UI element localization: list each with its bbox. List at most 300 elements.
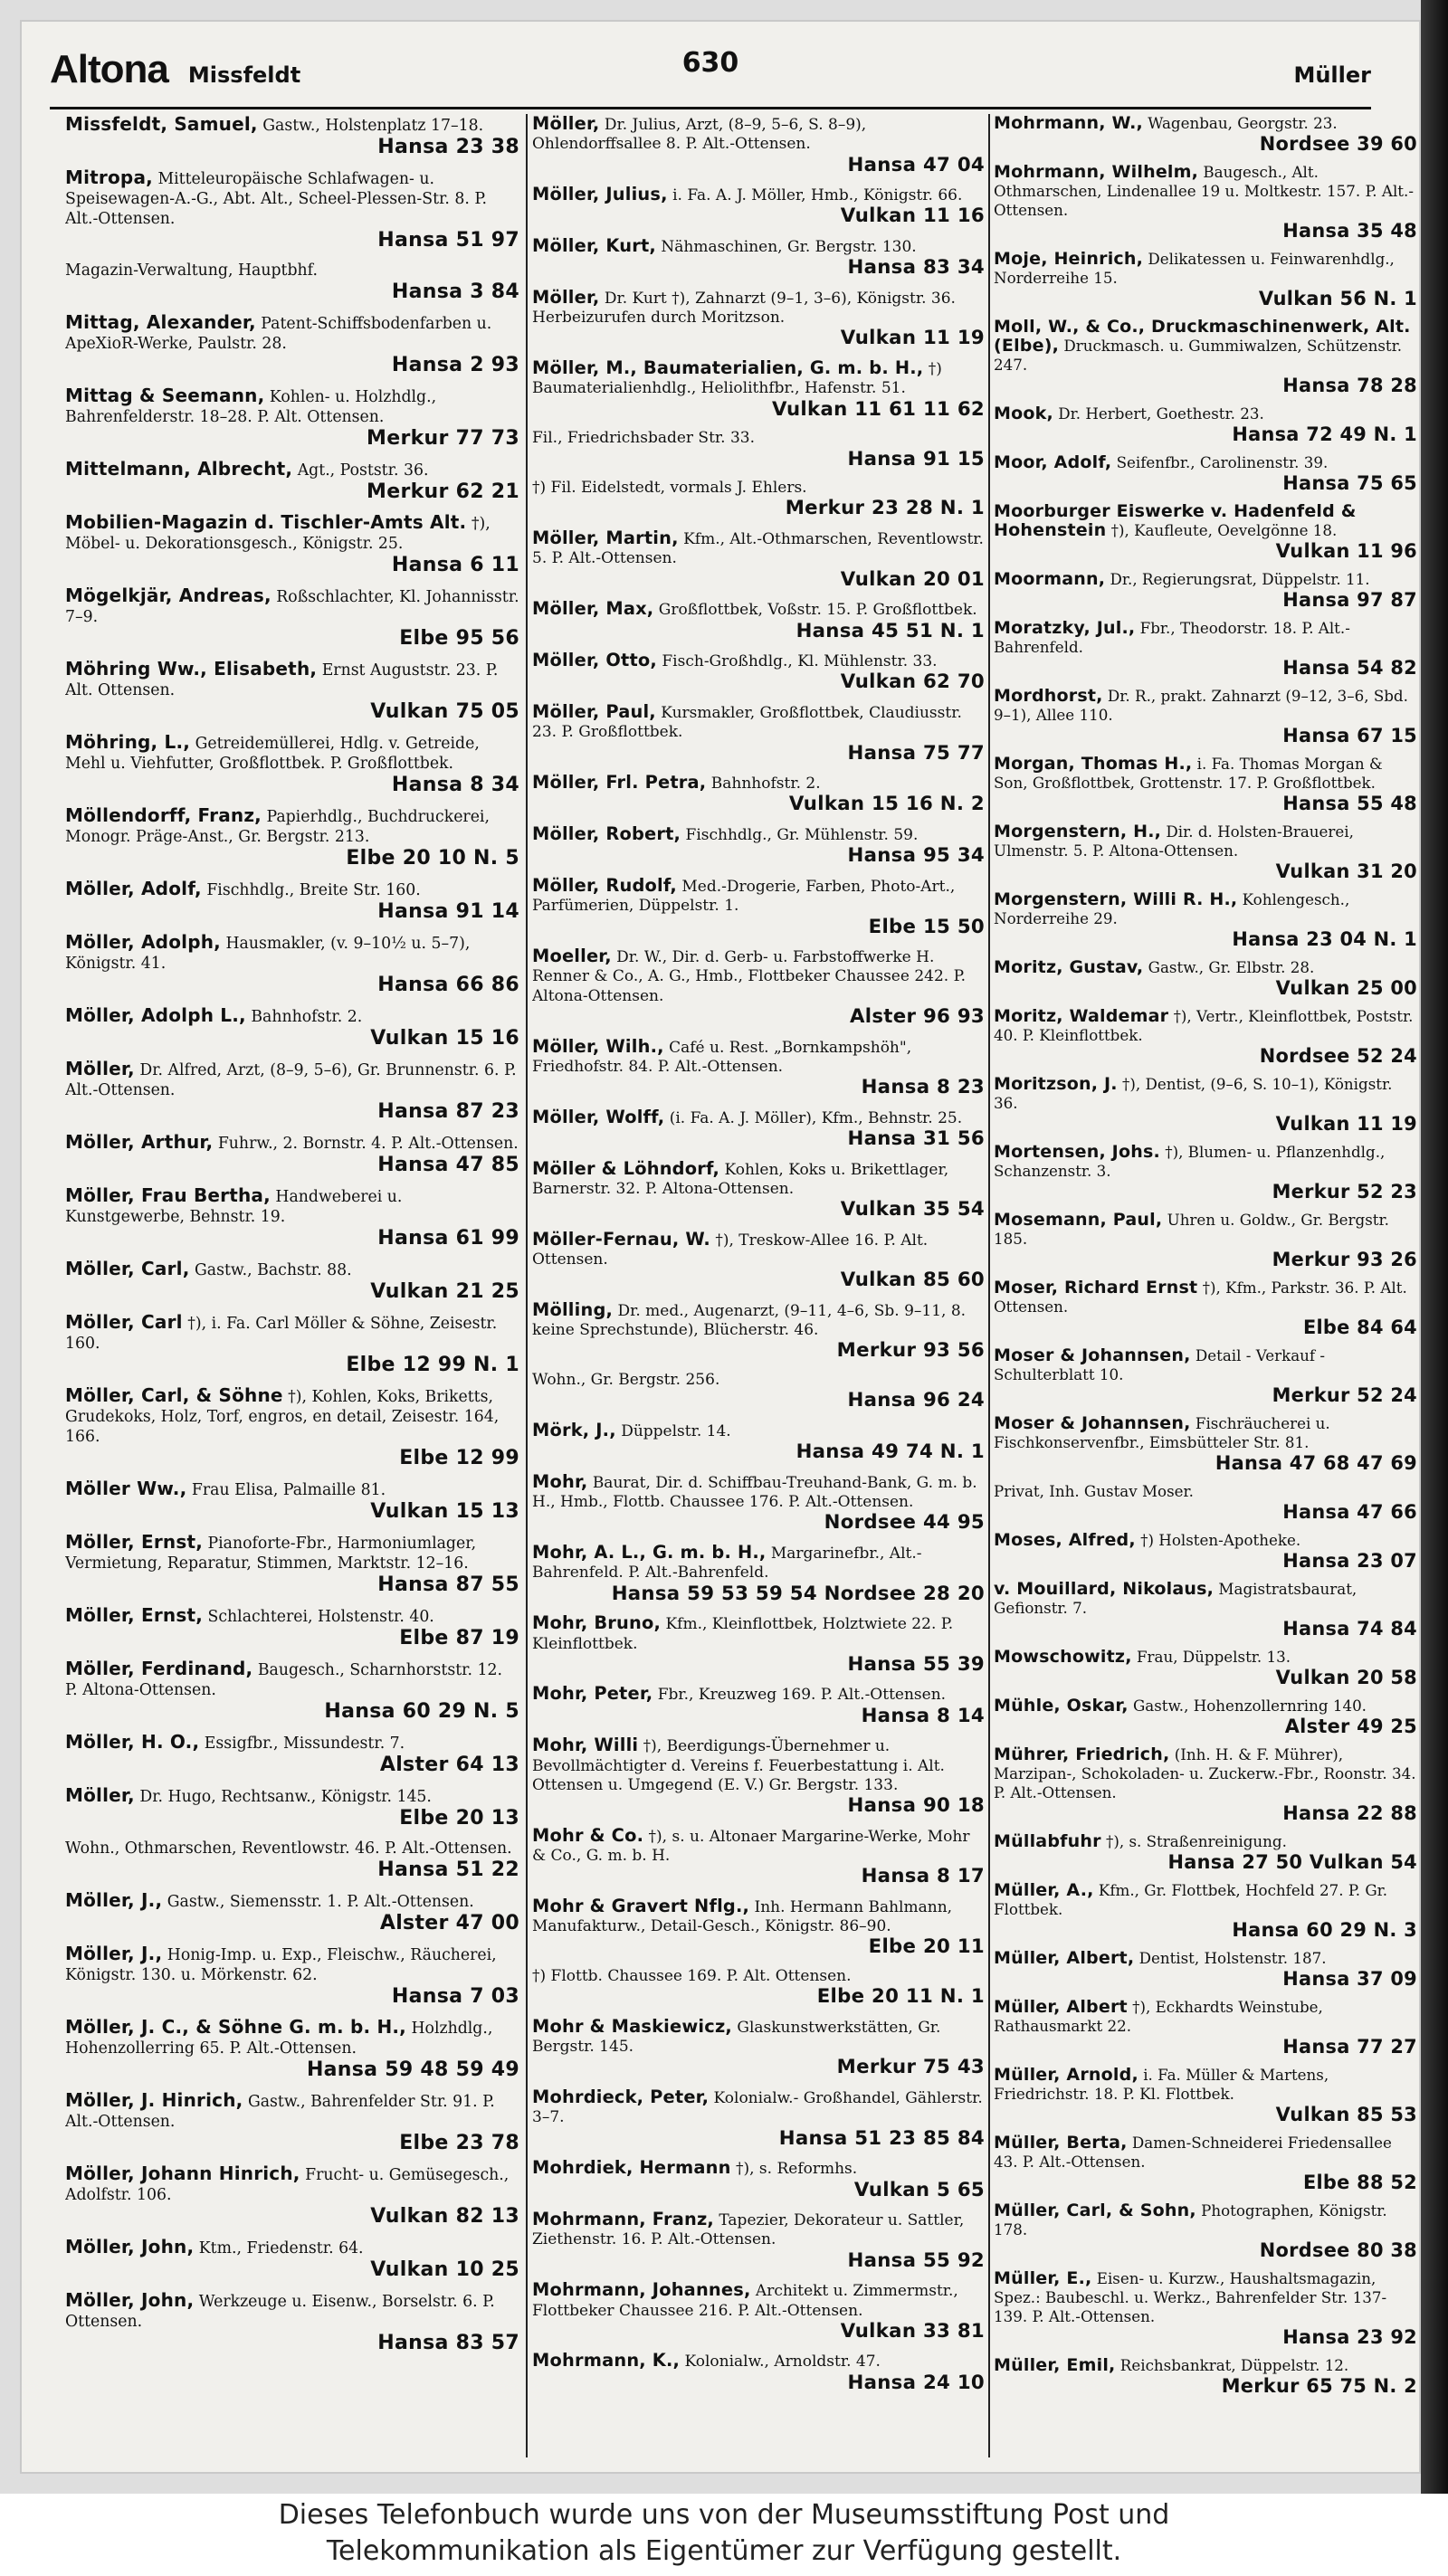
entry-name: Möller, Robert, — [532, 823, 681, 845]
entry-details: †), Möbel- u. Dekorationsgesch., Königstr. 25. — [65, 515, 491, 553]
entry-name: Möller, — [65, 1058, 135, 1079]
entry-details: Kolonialw., Arnoldstr. 47. — [684, 2353, 881, 2372]
entry-name: Moser & Johannsen, — [994, 1412, 1191, 1433]
entry-name: Möller, Carl, & Söhne — [65, 1384, 283, 1406]
entry-details: Bahnhofstr. 2. — [251, 1008, 363, 1026]
directory-entry — [532, 2017, 985, 2079]
entry-name: Möller, Frau Bertha, — [65, 1184, 271, 1206]
entry-phone: Hansa 67 15 — [1282, 724, 1417, 746]
entry-details: Margarinefbr., Alt.-Bahrenfeld. P. Alt.-Bahrenfeld. — [532, 1545, 922, 1583]
directory-entry — [65, 1944, 519, 2009]
entry-details: Getreidemüllerei, Hdlg. v. Getreide, Mehl u. Viehfutter, Großflottbek. P. Großflottbek. — [65, 735, 480, 773]
entry-phone: Vulkan 21 25 — [370, 1280, 519, 1303]
directory-entry — [994, 1278, 1417, 1338]
directory-column-2 — [532, 114, 985, 2457]
entry-details: Hausmakler, (v. 9–10½ u. 5–7), Königstr. 41. — [65, 935, 471, 973]
archive-notice-line-1: Dieses Telefonbuch wurde uns von der Museumsstiftung Post und — [278, 2499, 1170, 2531]
entry-name: Mohr, Willi — [532, 1735, 639, 1756]
directory-entry — [532, 876, 985, 938]
entry-phone: Vulkan 56 N. 1 — [1258, 287, 1417, 309]
entry-name: Möller, Paul, — [532, 701, 656, 723]
entry-details: Fisch-Großhdlg., Kl. Mühlenstr. 33. — [662, 652, 938, 671]
entry-name: Mortensen, Johs. — [994, 1141, 1160, 1162]
entry-phone: Hansa 75 77 — [847, 741, 985, 765]
entry-details: Papierhdlg., Buchdruckerei, Monogr. Präge-Anst., Gr. Bergstr. 213. — [65, 808, 490, 846]
entry-details: †), Kohlen, Koks, Briketts, Grudekoks, Holz, Torf, engros, en detail, Zeisestr. 164, 166. — [65, 1388, 500, 1446]
directory-entry — [994, 1143, 1417, 1202]
entry-phone: Vulkan 62 70 — [840, 670, 985, 694]
directory-entry — [532, 1421, 985, 1464]
entry-details: †), s. u. Altonaer Margarine-Werke, Mohr & Co., G. m. b. H. — [532, 1827, 970, 1865]
entry-name: Mowschowitz, — [994, 1646, 1132, 1667]
directory-column-3 — [994, 114, 1417, 2457]
directory-entry — [994, 250, 1417, 309]
entry-phone: Vulkan 5 65 — [853, 2178, 985, 2201]
entry-name: Möller, Max, — [532, 598, 654, 620]
entry-phone: Hansa 74 84 — [1282, 1617, 1417, 1640]
entry-name: Mohrmann, W., — [994, 114, 1143, 133]
entry-phone: Hansa 59 53 59 54 Nordsee 28 20 — [611, 1582, 985, 1605]
entry-phone: Vulkan 85 60 — [840, 1269, 985, 1292]
directory-entry — [65, 1839, 519, 1882]
entry-name: Mordhorst, — [994, 685, 1103, 706]
entry-details: Gastw., Gr. Elbstr. 28. — [1148, 957, 1315, 976]
directory-entry — [65, 2290, 519, 2355]
directory-entry — [65, 732, 519, 797]
entry-name: Moor, Adolf, — [994, 452, 1112, 472]
entry-phone: Vulkan 15 16 — [370, 1027, 519, 1050]
entry-details: Tapezier, Dekorateur u. Sattler, Ziethenstr. 16. P. Alt.-Ottensen. — [532, 2211, 965, 2249]
entry-phone: Vulkan 10 25 — [370, 2258, 519, 2281]
directory-entry — [65, 1385, 519, 1470]
entry-phone: Hansa 95 34 — [847, 844, 985, 868]
entry-phone: Merkur 93 26 — [1272, 1248, 1417, 1270]
directory-entry — [65, 385, 519, 451]
entry-details: †), Eckhardts Weinstube, Rathausmarkt 22. — [994, 1998, 1323, 2035]
entry-phone: Hansa 47 66 — [1282, 1500, 1417, 1523]
directory-entry — [65, 512, 519, 577]
entry-phone: Elbe 23 78 — [399, 2132, 519, 2154]
directory-entry — [532, 2210, 985, 2272]
entry-name: Möller, — [65, 1784, 135, 1806]
directory-entry — [532, 946, 985, 1028]
entry-details: Fischhdlg., Gr. Mühlenstr. 59. — [685, 826, 919, 845]
entry-phone: Vulkan 33 81 — [840, 2319, 985, 2343]
entry-details: Glaskunstwerkstätten, Gr. Bergstr. 145. — [532, 2018, 941, 2057]
directory-entry — [532, 1967, 985, 2009]
entry-name: Möller, — [532, 114, 600, 134]
entry-name: Möller Ww., — [65, 1478, 187, 1499]
entry-details: Detail - Verkauf - Schulterblatt 10. — [994, 1345, 1326, 1383]
entry-details: i. Fa. A. J. Möller, Hmb., Königstr. 66. — [672, 186, 963, 205]
entry-phone: Hansa 61 99 — [377, 1227, 519, 1250]
entry-phone: Hansa 6 11 — [391, 554, 519, 576]
entry-name: Mook, — [994, 403, 1053, 423]
entry-name: Moormann, — [994, 568, 1106, 589]
binding-edge — [1421, 0, 1448, 2494]
entry-phone: Alster 64 13 — [379, 1754, 519, 1776]
entry-phone: Elbe 88 52 — [1302, 2171, 1417, 2193]
entry-phone: Hansa 8 23 — [861, 1076, 985, 1099]
entry-details: Gastw., Bachstr. 88. — [195, 1261, 352, 1279]
directory-entry — [532, 702, 985, 765]
entry-phone: Hansa 35 48 — [1282, 219, 1417, 242]
entry-phone: Hansa 55 39 — [847, 1652, 985, 1676]
directory-entry — [994, 1346, 1417, 1406]
entry-name: Mittelmann, Albrecht, — [65, 458, 293, 480]
entry-phone: Hansa 23 07 — [1282, 1549, 1417, 1572]
entry-details: †), Dentist, (9–6, S. 10–1), Königstr. 36. — [994, 1074, 1393, 1112]
entry-details: †), Kaufleute, Oevelgönne 18. — [1110, 520, 1338, 539]
entry-name: Möller, Otto, — [532, 650, 657, 671]
directory-entry — [65, 2163, 519, 2229]
directory-entry — [532, 1826, 985, 1888]
directory-entry — [65, 261, 519, 304]
entry-details: Handweberei u. Kunstgewerbe, Behnstr. 19. — [65, 1188, 403, 1226]
entry-phone: Elbe 12 99 — [399, 1447, 519, 1469]
entry-details: Wagenbau, Georgstr. 23. — [1148, 114, 1338, 132]
entry-details: †), Beerdigungs-Übernehmer u. Bevollmächtigter d. Vereins f. Feuerbestattung i. Alt. Ottensen u. Umgegend (E. V.) Gr. Bergstr. 133. — [532, 1737, 945, 1794]
entry-details: †), Kfm., Parkstr. 36. P. Alt. Ottensen. — [994, 1278, 1407, 1316]
entry-phone: Vulkan 11 16 — [840, 204, 985, 228]
entry-name: Möhring Ww., Elisabeth, — [65, 658, 318, 680]
entry-details: Kohlen, Koks u. Brikettlager, Barnerstr. 32. P. Altona-Ottensen. — [532, 1160, 949, 1198]
entry-name: Möller, Ferdinand, — [65, 1658, 253, 1679]
directory-entry — [532, 1613, 985, 1676]
entry-details: Ktm., Friedenstr. 64. — [198, 2239, 364, 2258]
entry-phone: Merkur 65 75 N. 2 — [1221, 2374, 1417, 2397]
entry-phone: Hansa 90 18 — [847, 1794, 985, 1818]
entry-phone: Hansa 22 88 — [1282, 1801, 1417, 1824]
entry-name: Moritz, Waldemar — [994, 1005, 1169, 1026]
entry-details: Großflottbek, Voßstr. 15. P. Großflottbek. — [658, 601, 977, 620]
entry-name: Möllendorff, Franz, — [65, 804, 262, 826]
directory-entry — [65, 1532, 519, 1597]
entry-details: Dr. W., Dir. d. Gerb- u. Farbstoffwerke H. Renner & Co., A. G., Hmb., Flottbeker Chaussee 242. P. Altona-Ottensen. — [532, 948, 966, 1005]
entry-details: Ernst Auguststr. 23. P. Alt. Ottensen. — [65, 661, 499, 699]
directory-entry — [532, 824, 985, 868]
entry-phone: Vulkan 15 13 — [370, 1500, 519, 1523]
directory-entry — [994, 1482, 1417, 1523]
entry-name: Morgan, Thomas H., — [994, 753, 1193, 774]
entry-phone: Hansa 31 56 — [847, 1127, 985, 1150]
directory-entry — [532, 114, 985, 176]
directory-entry — [994, 2134, 1417, 2193]
entry-details: Bahnhofstr. 2. — [710, 775, 821, 794]
entry-details: Patent-Schiffsbodenfarben u. ApeXioR-Werke, Paulstr. 28. — [65, 315, 492, 353]
entry-name: Möller, Wolff, — [532, 1106, 665, 1127]
directory-entry — [65, 879, 519, 924]
directory-entry — [532, 185, 985, 228]
entry-phone: Vulkan 75 05 — [370, 700, 519, 723]
entry-phone: Hansa 23 92 — [1282, 2325, 1417, 2348]
entry-details: †), s. Reformhs. — [735, 2160, 858, 2179]
directory-entry — [994, 1832, 1417, 1873]
entry-name: Mörk, J., — [532, 1420, 616, 1441]
entry-phone: Vulkan 15 16 N. 2 — [788, 793, 985, 816]
directory-entry — [994, 1211, 1417, 1270]
directory-entry — [532, 1735, 985, 1817]
directory-entry — [65, 167, 519, 252]
directory-entry — [65, 1478, 519, 1524]
entry-details: Gastw., Siemensstr. 1. P. Alt.-Ottensen. — [167, 1893, 474, 1911]
entry-name: Moeller, — [532, 946, 612, 967]
entry-name: Möller & Löhndorf, — [532, 1157, 720, 1179]
entry-name: Müller, Emil, — [994, 2354, 1116, 2375]
directory-entry — [65, 1890, 519, 1935]
entry-name: Möller, H. O., — [65, 1731, 200, 1753]
entry-details: †), s. Straßenreinigung. — [1105, 1831, 1287, 1850]
entry-phone: Hansa 66 86 — [377, 974, 519, 996]
entry-name: Möller, J., — [65, 1943, 163, 1964]
entry-name: Mitropa, — [65, 166, 153, 188]
entry-name: Moorburger Eiswerke v. Hadenfeld & Hohenstein — [994, 500, 1357, 540]
entry-phone: Elbe 95 56 — [399, 627, 519, 650]
entry-name: Moll, W., & Co., Druckmaschinenwerk, Alt. (Elbe), — [994, 316, 1411, 356]
entry-phone: Hansa 60 29 N. 5 — [324, 1700, 519, 1723]
entry-phone: Hansa 51 22 — [377, 1858, 519, 1881]
page-header — [50, 47, 1371, 101]
header-last-entry: Müller — [1293, 62, 1371, 88]
entry-details: Café u. Rest. „Bornkampshöh", Friedhofstr. 84. P. Alt.-Ottensen. — [532, 1038, 912, 1076]
entry-details: Mitteleuropäische Schlafwagen- u. Speisewagen-A.-G., Abt. Alt., Scheel-Plessen-Str. 8. P. Alt.-Ottensen. — [65, 170, 488, 228]
directory-entry — [994, 163, 1417, 242]
directory-entry — [994, 1531, 1417, 1572]
entry-details: Architekt u. Zimmermstr., Flottbeker Chaussee 216. P. Alt.-Ottensen. — [532, 2282, 958, 2320]
directory-entry — [532, 1896, 985, 1959]
entry-details: Dentist, Holstenstr. 187. — [1138, 1948, 1327, 1967]
entry-details: †) Baumaterialienhdlg., Heliolithfbr., Hafenstr. 51. — [532, 360, 942, 398]
entry-details: Kohlengesch., Norderreihe 29. — [994, 889, 1350, 927]
entry-details: Dr. Kurt †), Zahnarzt (9–1, 3–6), Königstr. 36. Herbeizurufen durch Moritzson. — [532, 289, 956, 328]
directory-entry — [532, 1300, 985, 1363]
entry-name: Mohrmann, K., — [532, 2350, 681, 2372]
entry-name: Möller, — [532, 286, 600, 308]
entry-details: Düppelstr. 14. — [621, 1422, 731, 1441]
directory-entry — [532, 1159, 985, 1221]
header-city: Altona — [50, 47, 168, 91]
entry-phone: Hansa 54 82 — [1282, 656, 1417, 679]
entry-details: Fischhdlg., Breite Str. 160. — [206, 881, 421, 899]
entry-phone: Hansa 45 51 N. 1 — [795, 619, 985, 642]
entry-name: Möller, Carl — [65, 1311, 183, 1333]
archive-notice-line-2: Telekommunikation als Eigentümer zur Verfügung gestellt. — [326, 2535, 1122, 2567]
directory-entry — [994, 958, 1417, 999]
directory-entry — [532, 1107, 985, 1151]
entry-name: v. Mouillard, Nikolaus, — [994, 1578, 1215, 1599]
directory-entry — [994, 1998, 1417, 2058]
entry-details: Fischräucherei u. Fischkonservenfbr., Eimsbütteler Str. 81. — [994, 1413, 1330, 1451]
entry-name: Müllabfuhr — [994, 1830, 1101, 1851]
directory-entry — [65, 1659, 519, 1724]
entry-phone: Hansa 47 04 — [847, 153, 985, 176]
entry-phone: Merkur 77 73 — [367, 427, 519, 450]
entry-name: Moser & Johannsen, — [994, 1345, 1191, 1365]
entry-details: Wohn., Othmarschen, Reventlowstr. 46. P. Alt.-Ottensen. — [65, 1839, 512, 1858]
entry-details: Baugesch., Alt. Othmarschen, Lindenallee 19 u. Moltkestr. 157. P. Alt.-Ottensen. — [994, 163, 1414, 219]
entry-phone: Hansa 2 93 — [391, 354, 519, 376]
entry-phone: Hansa 97 87 — [1282, 588, 1417, 611]
entry-details: Wohn., Gr. Bergstr. 256. — [532, 1371, 720, 1390]
entry-phone: Elbe 87 19 — [399, 1627, 519, 1649]
directory-entry — [65, 2090, 519, 2155]
entry-phone: Hansa 55 92 — [847, 2248, 985, 2272]
entry-details: Schlachterei, Holstenstr. 40. — [207, 1608, 434, 1626]
entry-name: Moses, Alfred, — [994, 1529, 1136, 1550]
entry-details: Kolonialw.- Großhandel, Gählerstr. 3–7. — [532, 2089, 983, 2127]
entry-phone: Hansa 91 14 — [377, 900, 519, 923]
entry-phone: Elbe 20 11 N. 1 — [816, 1985, 985, 2009]
entry-phone: Hansa 8 34 — [391, 774, 519, 796]
directory-entry — [532, 773, 985, 816]
directory-entry — [994, 1949, 1417, 1990]
entry-details: Kohlen- u. Holzhdlg., Bahrenfelderstr. 18–28. P. Alt. Ottensen. — [65, 388, 437, 426]
directory-entry — [532, 1543, 985, 1605]
entry-phone: Alster 96 93 — [850, 1004, 985, 1028]
entry-details: Frau, Düppelstr. 13. — [1136, 1647, 1291, 1666]
archive-notice — [0, 2494, 1448, 2576]
entry-details: Gastw., Bahrenfelder Str. 91. P. Alt.-Ottensen. — [65, 2093, 495, 2131]
entry-details: Dir. d. Holsten-Brauerei, Ulmenstr. 5. P. Altona-Ottensen. — [994, 822, 1354, 860]
directory-entry — [532, 528, 985, 591]
entry-phone: Hansa 78 28 — [1282, 374, 1417, 396]
entry-name: Möller, J. Hinrich, — [65, 2089, 243, 2111]
entry-phone: Hansa 8 14 — [861, 1704, 985, 1727]
directory-entry — [532, 1230, 985, 1292]
entry-name: Müller, Berta, — [994, 2133, 1128, 2153]
entry-phone: Vulkan 20 01 — [840, 567, 985, 591]
entry-details: †), Blumen- u. Pflanzenhdlg., Schanzenstr. 3. — [994, 1142, 1386, 1180]
directory-entry — [994, 890, 1417, 950]
entry-phone: Hansa 24 10 — [847, 2371, 985, 2394]
directory-entry — [994, 1745, 1417, 1824]
entry-name: Mögelkjär, Andreas, — [65, 585, 272, 606]
directory-entry — [532, 2087, 985, 2150]
entry-phone: Merkur 23 28 N. 1 — [785, 497, 985, 520]
entry-phone: Hansa 23 38 — [377, 136, 519, 158]
directory-entry — [532, 236, 985, 280]
entry-name: Möhring, L., — [65, 731, 191, 753]
entry-details: i. Fa. Müller & Martens, Friedrichstr. 18. P. Kl. Flottbek. — [994, 2066, 1329, 2103]
directory-column-1 — [65, 114, 519, 2457]
entry-name: Morgenstern, Willi R. H., — [994, 889, 1238, 909]
directory-entry — [65, 1132, 519, 1177]
entry-phone: Hansa 87 23 — [377, 1100, 519, 1123]
directory-entry — [532, 599, 985, 642]
entry-phone: Vulkan 82 13 — [370, 2205, 519, 2228]
directory-entry — [994, 570, 1417, 611]
entry-name: Müller, E., — [994, 2267, 1092, 2288]
entry-details: Honig-Imp. u. Exp., Fleischw., Räucherei, Königstr. 130. u. Mörkenstr. 62. — [65, 1946, 497, 1984]
entry-details: Photographen, Königstr. 178. — [994, 2201, 1387, 2239]
entry-phone: Vulkan 31 20 — [1275, 860, 1417, 882]
entry-name: Mohrmann, Wilhelm, — [994, 162, 1199, 183]
entry-details: Kfm., Gr. Flottbek, Hochfeld 27. P. Gr. Flottbek. — [994, 1881, 1388, 1918]
directory-entry — [994, 114, 1417, 155]
entry-phone: Merkur 52 24 — [1272, 1383, 1417, 1406]
entry-phone: Vulkan 11 61 11 62 — [772, 397, 985, 421]
entry-name: Moratzky, Jul., — [994, 618, 1136, 638]
entry-details: †) Fil. Eidelstedt, vormals J. Ehlers. — [532, 479, 807, 498]
header-first-entry: Missfeldt — [187, 62, 301, 88]
directory-entry — [65, 1605, 519, 1650]
entry-name: Moritz, Gustav, — [994, 956, 1144, 977]
entry-details: Dr. Hugo, Rechtsanw., Königstr. 145. — [139, 1788, 432, 1806]
entry-name: Mohr & Gravert Nflg., — [532, 1895, 750, 1916]
entry-phone: Hansa 8 17 — [861, 1865, 985, 1888]
entry-details: Magistratsbaurat, Gefionstr. 7. — [994, 1579, 1358, 1617]
directory-entry — [65, 1259, 519, 1304]
entry-details: Werkzeuge u. Eisenw., Borselstr. 6. P. Ottensen. — [65, 2293, 495, 2331]
entry-name: Mohrmann, Franz, — [532, 2209, 714, 2230]
entry-phone: Alster 47 00 — [379, 1912, 519, 1934]
entry-name: Mohr, Bruno, — [532, 1612, 662, 1634]
entry-phone: Merkur 75 43 — [836, 2056, 985, 2079]
entry-name: Mohr & Maskiewicz, — [532, 2015, 732, 2037]
directory-entry — [65, 1059, 519, 1124]
entry-details: Damen-Schneiderei Friedensallee 43. P. Alt.-Ottensen. — [994, 2134, 1392, 2171]
entry-name: Moje, Heinrich, — [994, 248, 1144, 269]
directory-entry — [994, 502, 1417, 562]
entry-phone: Hansa 96 24 — [847, 1389, 985, 1412]
entry-details: Frau Elisa, Palmaille 81. — [191, 1481, 386, 1499]
directory-entry — [532, 1684, 985, 1727]
directory-entry — [65, 2017, 519, 2082]
entry-details: †) Holsten-Apotheke. — [1140, 1530, 1301, 1549]
entry-name: Mittag & Seemann, — [65, 385, 265, 406]
directory-entry — [532, 1371, 985, 1412]
entry-name: Möller, Johann Hinrich, — [65, 2163, 300, 2184]
entry-name: Mohrmann, Johannes, — [532, 2279, 751, 2301]
entry-name: Möller, Adolph, — [65, 931, 221, 953]
entry-phone: Nordsee 52 24 — [1259, 1044, 1417, 1067]
directory-entry — [994, 1414, 1417, 1474]
directory-entry — [65, 114, 519, 159]
directory-entry — [994, 1648, 1417, 1688]
entry-phone: Elbe 20 13 — [399, 1807, 519, 1830]
entry-details: Frucht- u. Gemüsegesch., Adolfstr. 106. — [65, 2166, 510, 2204]
directory-entry — [994, 318, 1417, 396]
entry-phone: Hansa 3 84 — [391, 280, 519, 303]
entry-details: Agt., Poststr. 36. — [297, 461, 429, 480]
entry-details: Privat, Inh. Gustav Moser. — [994, 1481, 1194, 1500]
entry-phone: Hansa 75 65 — [1282, 471, 1417, 494]
directory-entry — [532, 429, 985, 471]
directory-entry — [994, 1697, 1417, 1737]
entry-details: Roßschlachter, Kl. Johannisstr. 7–9. — [65, 588, 519, 626]
entry-phone: Vulkan 20 58 — [1275, 1666, 1417, 1688]
column-divider — [526, 114, 528, 2457]
entry-phone: Merkur 93 56 — [836, 1339, 985, 1363]
entry-name: Mittag, Alexander, — [65, 311, 256, 333]
directory-entry — [994, 755, 1417, 814]
page-number: 630 — [681, 47, 739, 79]
entry-details: Eisen- u. Kurzw., Haushaltsmagazin, Spez.: Baubeschl. u. Werkz., Bahrenfelder Str. 137-139. P. Alt.-Ottensen. — [994, 2268, 1387, 2325]
entry-phone: Merkur 62 21 — [367, 480, 519, 503]
entry-phone: Hansa 60 29 N. 3 — [1232, 1918, 1417, 1941]
entry-details: Kursmakler, Großflottbek, Claudiusstr. 23. P. Großflottbek. — [532, 704, 962, 742]
entry-name: Mohr & Co. — [532, 1824, 644, 1846]
entry-details: Fuhrw., 2. Bornstr. 4. P. Alt.-Ottensen. — [217, 1135, 519, 1153]
directory-entry — [65, 1785, 519, 1830]
directory-entry — [994, 2066, 1417, 2125]
directory-entry — [532, 288, 985, 350]
entry-phone: Vulkan 25 00 — [1275, 976, 1417, 999]
entry-name: Mölling, — [532, 1298, 614, 1320]
entry-name: Mosemann, Paul, — [994, 1209, 1163, 1230]
entry-phone: Vulkan 85 53 — [1275, 2103, 1417, 2125]
entry-name: Müller, Albert, — [994, 1947, 1135, 1968]
